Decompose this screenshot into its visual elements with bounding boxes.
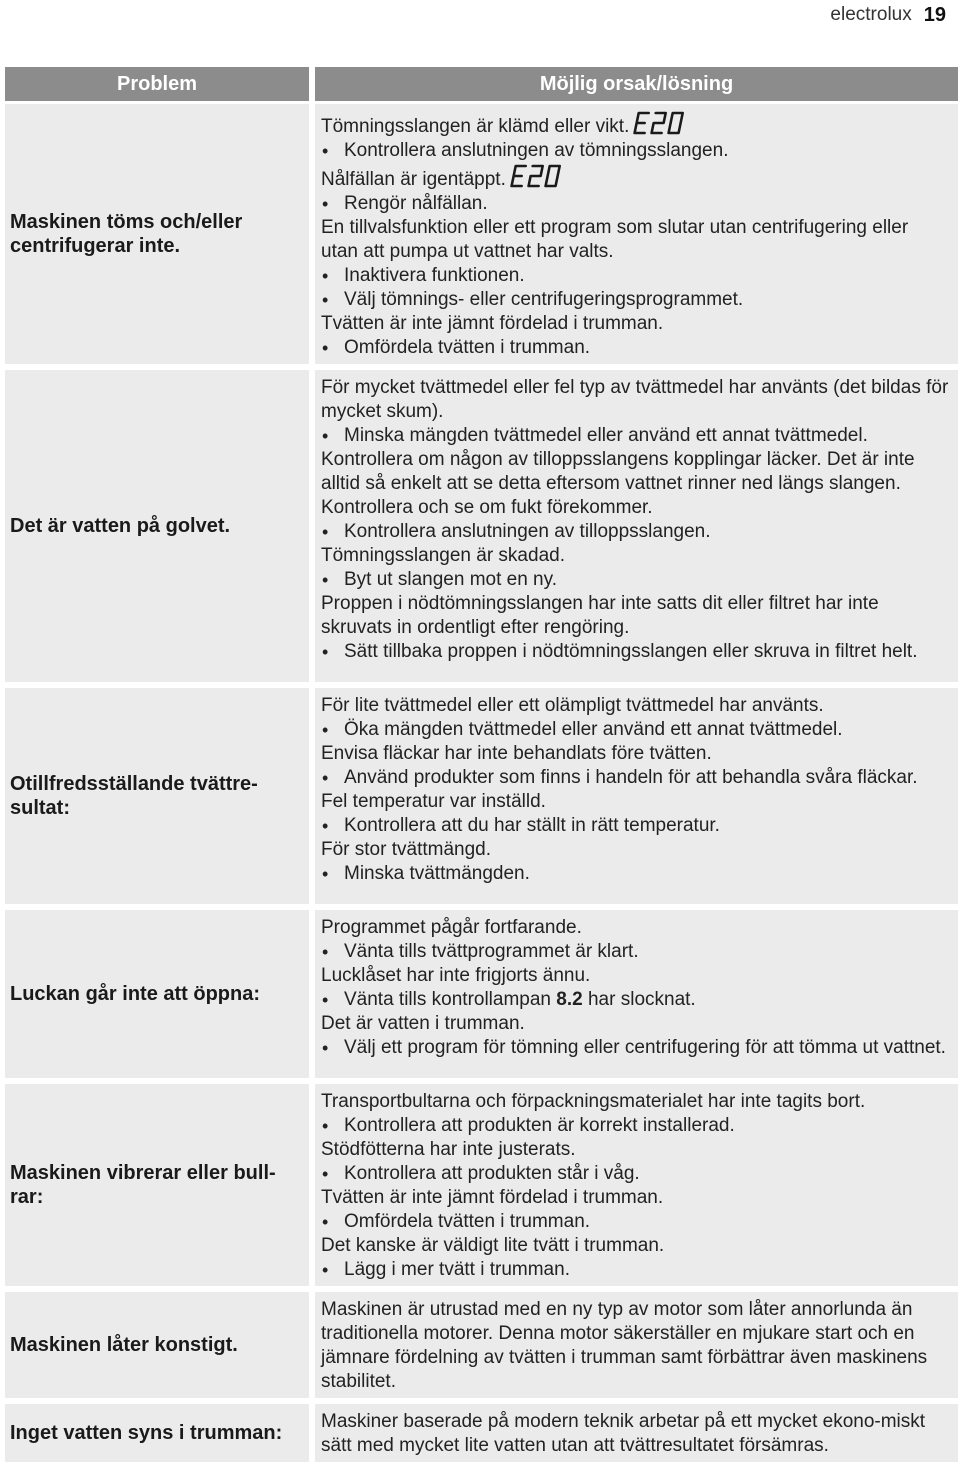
cause-text-content: Kontrollera om någon av tilloppsslangens kopplingar läcker. Det är inte alltid så enkelt att se detta eftersom vattnet rinner ned längs slangen. Kontrollera och se om fukt förekommer. <box>321 449 915 518</box>
cause-text <box>321 742 950 766</box>
bullet-icon: • <box>322 1164 329 1184</box>
solution-bullet <box>321 718 950 742</box>
solution-bullet <box>321 640 950 664</box>
solution-bullet <box>321 1210 950 1234</box>
cause-text <box>321 1410 950 1458</box>
page-number: 19 <box>923 3 946 26</box>
bullet-icon: • <box>322 522 329 542</box>
cause-text-content: Transportbultarna och förpackningsmaterialet har inte tagits bort. <box>321 1091 866 1112</box>
cause-text <box>321 694 950 718</box>
bullet-icon: • <box>322 720 329 740</box>
page-header <box>830 0 946 30</box>
cause-text <box>321 448 950 520</box>
table-row <box>5 1404 958 1468</box>
cause-text-content: Fel temperatur var inställd. <box>321 791 546 812</box>
cause-text <box>321 312 950 336</box>
solution-cell <box>315 910 958 1084</box>
problem-cell: Det är vatten på golvet. <box>5 370 315 688</box>
solution-bullet-text: Kontrollera anslutningen av tilloppsslangen. <box>344 521 711 542</box>
bullet-icon: • <box>322 768 329 788</box>
column-header-problem: Problem <box>5 67 315 104</box>
cause-text-content: För mycket tvättmedel eller fel typ av tvättmedel har använts (det bildas för mycket skum). <box>321 377 949 422</box>
solution-bullet <box>321 424 950 448</box>
solution-cell <box>315 1292 958 1404</box>
table-body <box>5 104 958 1468</box>
bullet-icon: • <box>322 141 329 161</box>
indicator-reference: 8.2 <box>556 989 583 1010</box>
solution-bullet-text: Använd produkter som finns i handeln för att behandla svåra fläckar. <box>344 767 918 788</box>
cause-text <box>321 1090 950 1114</box>
table-row <box>5 1292 958 1404</box>
bullet-text-part: har slocknat. <box>587 989 696 1010</box>
bullet-icon: • <box>322 426 329 446</box>
solution-bullet-text: Omfördela tvätten i trumman. <box>344 1211 591 1232</box>
bullet-icon: • <box>322 266 329 286</box>
solution-bullet <box>321 862 950 886</box>
brand-name: electrolux <box>830 4 912 25</box>
solution-bullet <box>321 1114 950 1138</box>
solution-bullet-text: Minska mängden tvättmedel eller använd ett annat tvättmedel. <box>344 425 868 446</box>
solution-bullet <box>321 288 950 312</box>
problem-cell: Luckan går inte att öppna: <box>5 910 315 1084</box>
solution-bullet-text: Vänta tills tvättprogrammet är klart. <box>344 941 639 962</box>
bullet-icon: • <box>322 290 329 310</box>
bullet-icon: • <box>322 1260 329 1280</box>
solution-bullet <box>321 1162 950 1186</box>
solution-bullet <box>321 336 950 360</box>
solution-bullet-text: Kontrollera att produkten är korrekt installerad. <box>344 1115 735 1136</box>
cause-text <box>321 1234 950 1258</box>
cause-text-content: Tömningsslangen är skadad. <box>321 545 565 566</box>
table-row <box>5 1084 958 1292</box>
solution-bullet-text: Omfördela tvätten i trumman. <box>344 337 591 358</box>
bullet-icon: • <box>322 816 329 836</box>
solution-cell <box>315 1084 958 1292</box>
cause-text <box>321 790 950 814</box>
bullet-icon: • <box>322 1212 329 1232</box>
solution-bullet-text: Öka mängden tvättmedel eller använd ett annat tvättmedel. <box>344 719 843 740</box>
cause-text-content: Tvätten är inte jämnt fördelad i trumman. <box>321 313 664 334</box>
cause-text <box>321 1298 950 1394</box>
cause-text-content: Proppen i nödtömningsslangen har inte satts dit eller filtret har inte skruvats in ordentligt efter rengöring. <box>321 593 879 638</box>
cause-text-content: Maskinen är utrustad med en ny typ av motor som låter annorlunda än traditionella motorer. Denna motor säkerställer en mjukare start och en jämnare fördelning av tvätten i trumman samt förbättrar även maskinens stabilitet. <box>321 1299 928 1392</box>
cause-text-content: Det kanske är väldigt lite tvätt i trumman. <box>321 1235 665 1256</box>
solution-bullet-text: Välj ett program för tömning eller centrifugering för att tömma ut vattnet. <box>344 1037 946 1058</box>
problem-cell: Otillfredsställande tvättre-sultat: <box>5 688 315 910</box>
cause-text <box>321 1138 950 1162</box>
solution-cell <box>315 370 958 688</box>
bullet-icon: • <box>322 194 329 214</box>
solution-bullet <box>321 264 950 288</box>
solution-bullet-text: Sätt tillbaka proppen i nödtömningsslangen eller skruva in filtret helt. <box>344 641 918 662</box>
solution-bullet-text <box>344 988 950 1012</box>
troubleshooting-table <box>5 67 958 1468</box>
solution-bullet <box>321 1036 950 1060</box>
cause-text-content: En tillvalsfunktion eller ett program som slutar utan centrifugering eller utan att pumpa ut vattnet har valts. <box>321 217 909 262</box>
cause-text-content: För lite tvättmedel eller ett olämpligt tvättmedel har använts. <box>321 695 824 716</box>
bullet-icon: • <box>322 338 329 358</box>
cause-text-content: Nålfällan är igentäppt. <box>321 169 506 190</box>
cause-text <box>321 376 950 424</box>
solution-cell <box>315 688 958 910</box>
cause-text-content: Envisa fläckar har inte behandlats före tvätten. <box>321 743 712 764</box>
bullet-icon: • <box>322 990 329 1010</box>
solution-bullet <box>321 1258 950 1282</box>
solution-bullet <box>321 814 950 838</box>
cause-text <box>321 838 950 862</box>
bullet-icon: • <box>322 1116 329 1136</box>
bullet-icon: • <box>322 942 329 962</box>
cause-text-content: Stödfötterna har inte justerats. <box>321 1139 576 1160</box>
cause-text-content: Tvätten är inte jämnt fördelad i trumman. <box>321 1187 664 1208</box>
table-row <box>5 688 958 910</box>
cause-text-content: För stor tvättmängd. <box>321 839 492 860</box>
cause-text <box>321 110 950 139</box>
solution-bullet-text: Kontrollera anslutningen av tömningsslangen. <box>344 140 729 161</box>
solution-bullet <box>321 520 950 544</box>
cause-text-content: Programmet pågår fortfarande. <box>321 917 582 938</box>
cause-text <box>321 916 950 940</box>
problem-cell: Maskinen töms och/eller centrifugerar inte. <box>5 104 315 370</box>
cause-text <box>321 544 950 568</box>
bullet-text-part: Vänta tills kontrollampan <box>344 989 551 1010</box>
cause-text <box>321 1012 950 1036</box>
cause-text <box>321 592 950 640</box>
table-row <box>5 104 958 370</box>
solution-cell <box>315 1404 958 1468</box>
solution-cell <box>315 104 958 370</box>
solution-bullet-text: Inaktivera funktionen. <box>344 265 525 286</box>
cause-text-content: Lucklåset har inte frigjorts ännu. <box>321 965 591 986</box>
cause-text-content: Tömningsslangen är klämd eller vikt. <box>321 116 630 137</box>
table-row <box>5 370 958 688</box>
solution-bullet-text: Byt ut slangen mot en ny. <box>344 569 557 590</box>
solution-bullet <box>321 988 950 1012</box>
solution-bullet <box>321 766 950 790</box>
error-code-e20-icon <box>510 163 568 189</box>
table-header-row <box>5 67 958 104</box>
solution-bullet <box>321 192 950 216</box>
bullet-icon: • <box>322 864 329 884</box>
problem-cell: Inget vatten syns i trumman: <box>5 1404 315 1468</box>
solution-bullet-text: Minska tvättmängden. <box>344 863 530 884</box>
solution-bullet-text: Lägg i mer tvätt i trumman. <box>344 1259 570 1280</box>
cause-text <box>321 216 950 264</box>
problem-cell: Maskinen låter konstigt. <box>5 1292 315 1404</box>
solution-bullet-text: Kontrollera att produkten står i våg. <box>344 1163 640 1184</box>
cause-text <box>321 964 950 988</box>
solution-bullet-text: Kontrollera att du har ställt in rätt temperatur. <box>344 815 720 836</box>
error-code-e20-icon <box>633 110 691 136</box>
cause-text <box>321 163 950 192</box>
solution-bullet <box>321 568 950 592</box>
solution-bullet <box>321 940 950 964</box>
bullet-icon: • <box>322 642 329 662</box>
problem-cell: Maskinen vibrerar eller bull-rar: <box>5 1084 315 1292</box>
bullet-icon: • <box>322 570 329 590</box>
table-row <box>5 910 958 1084</box>
solution-bullet-text: Välj tömnings- eller centrifugeringsprogrammet. <box>344 289 744 310</box>
bullet-icon: • <box>322 1038 329 1058</box>
cause-text-content: Det är vatten i trumman. <box>321 1013 525 1034</box>
cause-text <box>321 1186 950 1210</box>
solution-bullet-text: Rengör nålfällan. <box>344 193 488 214</box>
column-header-solution: Möjlig orsak/lösning <box>315 67 958 104</box>
solution-bullet <box>321 139 950 163</box>
cause-text-content: Maskiner baserade på modern teknik arbetar på ett mycket ekono-miskt sätt med mycket lite vatten utan att tvättresultatet försämras. <box>321 1411 926 1456</box>
